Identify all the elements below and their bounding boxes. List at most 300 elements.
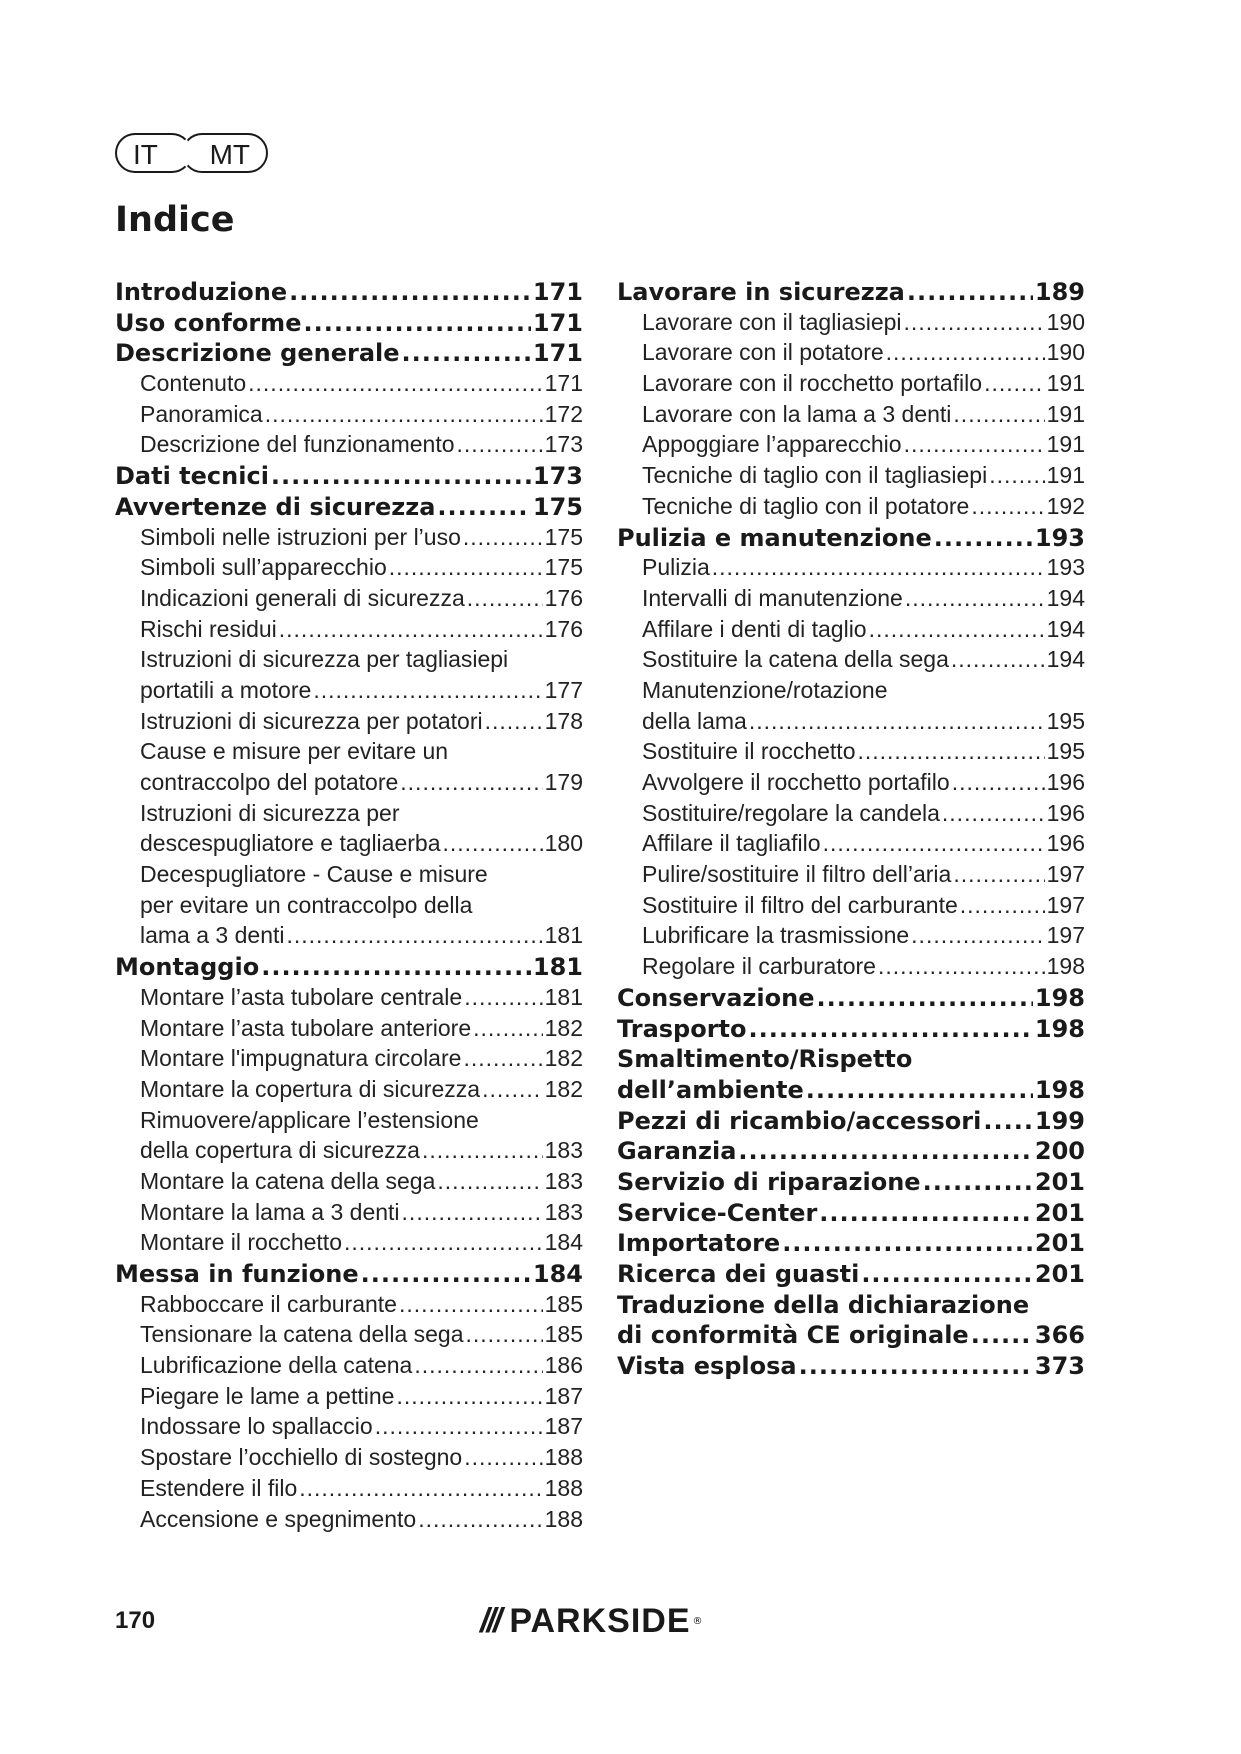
toc-entry-page: 193	[1046, 554, 1085, 581]
dot-leader	[819, 1199, 1033, 1227]
toc-section-entry[interactable]	[115, 339, 583, 370]
toc-entry-page: 186	[544, 1352, 583, 1379]
toc-entry-label: Appoggiare l’apparecchio	[642, 431, 902, 458]
dot-leader	[712, 554, 1045, 581]
dot-leader	[934, 524, 1033, 552]
dot-leader	[463, 1045, 542, 1072]
toc-entry-page: 201	[1034, 1260, 1085, 1288]
toc-subsection-entry[interactable]	[617, 769, 1085, 800]
dot-leader	[402, 1199, 543, 1226]
toc-subsection-entry[interactable]	[115, 1291, 583, 1322]
toc-subsection-entry[interactable]	[115, 1168, 583, 1199]
toc-subsection-entry[interactable]	[115, 922, 583, 953]
toc-entry-label: Lavorare con la lama a 3 denti	[642, 400, 952, 427]
dot-leader	[942, 800, 1045, 827]
toc-entry-label: Montare la lama a 3 denti	[140, 1198, 400, 1225]
toc-entry-page: 175	[532, 492, 583, 521]
toc-subsection-entry[interactable]	[115, 616, 583, 647]
toc-subsection-entry[interactable]	[115, 1076, 583, 1107]
toc-entry-page: 188	[544, 1505, 583, 1532]
toc-entry-page: 172	[544, 400, 583, 427]
toc-section-entry[interactable]	[617, 1260, 1085, 1291]
toc-entry-label: Uso conforme	[115, 308, 302, 337]
toc-entry-label: Lavorare in sicurezza	[617, 278, 905, 306]
toc-subsection-entry[interactable]	[115, 738, 583, 769]
toc-section-entry[interactable]	[617, 1291, 1085, 1322]
toc-entry-page: 196	[1046, 830, 1085, 857]
toc-entry-page: 171	[532, 308, 583, 337]
dot-leader	[463, 524, 543, 551]
toc-section-entry[interactable]	[617, 1352, 1085, 1383]
toc-subsection-entry[interactable]	[115, 1229, 583, 1260]
dot-leader	[953, 861, 1044, 888]
dot-leader	[989, 462, 1044, 489]
dot-leader	[396, 1383, 542, 1410]
dot-leader	[971, 493, 1044, 520]
toc-entry-page: 183	[544, 1137, 583, 1164]
dot-leader	[361, 1260, 531, 1288]
toc-entry-page: 182	[544, 1075, 583, 1102]
toc-entry-label: Messa in funzione	[115, 1260, 359, 1288]
toc-entry-label: Spostare l’occhiello di sostegno	[140, 1444, 463, 1471]
toc-entry-page: 187	[544, 1413, 583, 1440]
toc-entry-label: Lavorare con il rocchetto portafilo	[642, 370, 983, 397]
toc-section-entry[interactable]	[617, 1107, 1085, 1138]
toc-entry-page: 181	[532, 953, 583, 982]
toc-entry-page: 189	[1034, 278, 1085, 306]
toc-entry-page: 196	[1046, 799, 1085, 826]
toc-subsection-entry[interactable]	[617, 892, 1085, 923]
toc-entry-label: Rischi residui	[140, 615, 277, 642]
toc-section-entry[interactable]	[115, 953, 583, 984]
toc-entry-label: Panoramica	[140, 400, 263, 427]
toc-entry-label: Pezzi di ricambio/accessori	[617, 1106, 982, 1135]
toc-entry-label: Intervalli di manutenzione	[642, 584, 903, 611]
toc-subsection-entry[interactable]	[115, 1107, 583, 1138]
toc-section-entry[interactable]	[115, 462, 583, 493]
toc-entry-page: 201	[1034, 1229, 1085, 1258]
toc-section-entry[interactable]	[617, 1076, 1085, 1107]
toc-subsection-entry[interactable]	[115, 861, 583, 892]
toc-entry-label: Importatore	[617, 1229, 781, 1258]
toc-entry-page: 173	[532, 462, 583, 491]
toc-subsection-entry[interactable]	[115, 1352, 583, 1383]
toc-entry-label: Montare l’asta tubolare centrale	[140, 983, 463, 1010]
toc-entry-page: 187	[544, 1382, 583, 1409]
toc-entry-page: 171	[544, 370, 583, 397]
toc-entry-label: Pulizia e manutenzione	[617, 523, 932, 552]
toc-subsection-entry[interactable]	[617, 861, 1085, 892]
toc-entry-page: 197	[1046, 861, 1085, 888]
toc-entry-label: Pulire/sostituire il filtro dell’aria	[642, 861, 952, 888]
toc-subsection-entry[interactable]	[115, 984, 583, 1015]
toc-entry-label: dell’ambiente	[617, 1075, 804, 1104]
toc-entry-page: 194	[1046, 584, 1085, 611]
dot-leader	[960, 892, 1045, 919]
toc-entry-label: Rimuovere/applicare l’estensione	[140, 1106, 479, 1133]
toc-subsection-entry[interactable]	[115, 554, 583, 585]
dot-leader	[414, 1352, 542, 1379]
dot-leader	[437, 493, 531, 521]
dot-leader	[482, 1076, 543, 1103]
toc-entry-page: 191	[1046, 462, 1085, 489]
toc-entry-page: 197	[1046, 922, 1085, 949]
language-badge-it: IT	[115, 133, 192, 173]
toc-entry-label: Estendere il filo	[140, 1474, 298, 1501]
dot-leader	[904, 309, 1045, 336]
toc-section-entry[interactable]	[617, 1168, 1085, 1199]
toc-subsection-entry[interactable]	[115, 431, 583, 462]
toc-entry-page: 190	[1046, 308, 1085, 335]
toc-entry-page: 184	[532, 1260, 583, 1288]
dot-leader	[466, 1321, 543, 1348]
toc-section-entry[interactable]	[617, 1015, 1085, 1046]
toc-entry-label: della copertura di sicurezza	[140, 1137, 420, 1164]
toc-entry-label: della lama	[642, 707, 747, 734]
toc-entry-label: Lubrificazione della catena	[140, 1352, 413, 1379]
dot-leader	[857, 738, 1044, 765]
dot-leader	[422, 1137, 543, 1164]
toc-entry-page: 373	[1034, 1352, 1085, 1381]
toc-entry-label: per evitare un contraccolpo della	[140, 891, 473, 918]
registered-mark: ®	[692, 1616, 703, 1627]
toc-entry-page: 200	[1034, 1137, 1085, 1166]
toc-column-left	[115, 278, 583, 1536]
toc-section-entry[interactable]	[617, 1137, 1085, 1168]
dot-leader	[464, 984, 542, 1011]
dot-leader	[983, 1107, 1033, 1135]
toc-entry-page: 183	[544, 1198, 583, 1225]
toc-entry-label: Indossare lo spallaccio	[140, 1413, 373, 1440]
dot-leader	[467, 585, 543, 612]
dot-leader	[905, 585, 1045, 612]
toc-subsection-entry[interactable]	[617, 646, 1085, 677]
toc-entry-label: contraccolpo del potatore	[140, 769, 399, 795]
toc-entry-label: Rabboccare il carburante	[140, 1290, 397, 1317]
toc-entry-label: Indicazioni generali di sicurezza	[140, 584, 465, 611]
toc-entry-page: 196	[1046, 769, 1085, 795]
toc-entry-page: 198	[1034, 1014, 1085, 1043]
toc-entry-label: Simboli nelle istruzioni per l’uso	[140, 523, 461, 550]
dot-leader	[907, 278, 1033, 306]
toc-subsection-entry[interactable]	[617, 616, 1085, 647]
toc-subsection-entry[interactable]	[115, 1137, 583, 1168]
toc-subsection-entry[interactable]	[115, 769, 583, 800]
toc-entry-page: 188	[544, 1474, 583, 1501]
dot-leader	[951, 646, 1045, 673]
toc-entry-label: lama a 3 denti	[140, 922, 285, 949]
toc-subsection-entry[interactable]	[617, 370, 1085, 401]
dot-leader	[299, 1475, 542, 1502]
toc-entry-label: Sostituire il filtro del carburante	[642, 891, 958, 918]
toc-subsection-entry[interactable]	[115, 708, 583, 739]
toc-subsection-entry[interactable]	[115, 830, 583, 861]
toc-entry-label: Affilare il tagliafilo	[642, 830, 821, 857]
toc-entry-label: Sostituire la catena della sega	[642, 646, 949, 673]
dot-leader	[971, 1321, 1033, 1349]
toc-section-entry[interactable]	[617, 1229, 1085, 1260]
dot-leader	[279, 616, 543, 643]
toc-entry-label: Avvertenze di sicurezza	[115, 492, 436, 521]
dot-leader	[402, 339, 531, 367]
toc-entry-page: 197	[1046, 891, 1085, 918]
toc-entry-page: 178	[544, 707, 583, 734]
toc-entry-page: 192	[1046, 492, 1085, 519]
toc-subsection-entry[interactable]	[115, 585, 583, 616]
toc-section-entry[interactable]	[115, 309, 583, 340]
dot-leader	[485, 708, 543, 735]
toc-section-entry[interactable]	[617, 1199, 1085, 1230]
dot-leader	[738, 1137, 1032, 1165]
toc-entry-page: 182	[544, 1014, 583, 1041]
toc-subsection-entry[interactable]	[115, 892, 583, 923]
toc-entry-label: Affilare i denti di taglio	[642, 615, 867, 642]
toc-entry-label: Montare la catena della sega	[140, 1167, 436, 1194]
dot-leader	[749, 1015, 1033, 1043]
toc-section-entry[interactable]	[617, 984, 1085, 1015]
toc-section-entry[interactable]	[617, 1321, 1085, 1352]
toc-entry-page: 181	[544, 983, 583, 1010]
toc-entry-page: 193	[1034, 523, 1085, 552]
toc-entry-page: 199	[1034, 1106, 1085, 1135]
toc-section-entry[interactable]	[115, 1260, 583, 1291]
toc-section-entry[interactable]	[617, 524, 1085, 555]
toc-section-entry[interactable]	[115, 278, 583, 309]
toc-subsection-entry[interactable]	[617, 738, 1085, 769]
toc-subsection-entry[interactable]	[115, 677, 583, 708]
toc-subsection-entry[interactable]	[115, 370, 583, 401]
toc-subsection-entry[interactable]	[115, 1413, 583, 1444]
toc-entry-label: Montaggio	[115, 953, 260, 982]
toc-entry-label: Avvolgere il rocchetto portafilo	[642, 769, 950, 795]
toc-entry-label: Montare la copertura di sicurezza	[140, 1075, 481, 1102]
toc-entry-page: 201	[1034, 1198, 1085, 1227]
toc-entry-label: Montare l'impugnatura circolare	[140, 1045, 462, 1072]
toc-section-entry[interactable]	[617, 1045, 1085, 1076]
page-title: Indice	[115, 200, 235, 240]
toc-entry-label: Pulizia	[642, 554, 710, 581]
toc-section-entry[interactable]	[115, 493, 583, 524]
toc-entry-page: 171	[532, 339, 583, 368]
toc-subsection-entry[interactable]	[115, 1444, 583, 1475]
toc-subsection-entry[interactable]	[617, 431, 1085, 462]
toc-entry-label: Montare l’asta tubolare anteriore	[140, 1014, 472, 1041]
toc-subsection-entry[interactable]	[115, 1321, 583, 1352]
dot-leader	[984, 370, 1045, 397]
toc-entry-label: Piegare le lame a pettine	[140, 1382, 395, 1409]
toc-subsection-entry[interactable]	[617, 585, 1085, 616]
toc-subsection-entry[interactable]	[617, 401, 1085, 432]
toc-subsection-entry[interactable]	[115, 1045, 583, 1076]
toc-entry-label: Istruzioni di sicurezza per	[140, 799, 400, 826]
toc-subsection-entry[interactable]	[617, 708, 1085, 739]
dot-leader	[473, 1015, 542, 1042]
toc-entry-label: Conservazione	[617, 983, 815, 1012]
dot-leader	[878, 953, 1045, 980]
dot-leader	[911, 922, 1044, 949]
toc-entry-label: descespugliatore e tagliaerba	[140, 830, 441, 857]
toc-entry-label: Dati tecnici	[115, 462, 269, 491]
toc-entry-page: 198	[1034, 1075, 1085, 1104]
toc-entry-page: 198	[1046, 953, 1085, 980]
toc-entry-label: Smaltimento/Rispetto	[617, 1045, 913, 1074]
dot-leader	[313, 677, 542, 704]
dot-leader	[904, 431, 1045, 458]
toc-subsection-entry[interactable]	[115, 800, 583, 831]
toc-entry-label: Tecniche di taglio con il potatore	[642, 492, 970, 519]
toc-entry-label: Istruzioni di sicurezza per tagliasiepi	[140, 646, 509, 673]
toc-subsection-entry[interactable]	[617, 800, 1085, 831]
toc-subsection-entry[interactable]	[617, 830, 1085, 861]
toc-entry-page: 198	[1034, 983, 1085, 1012]
toc-entry-page: 195	[1046, 738, 1085, 765]
toc-entry-page: 185	[544, 1321, 583, 1348]
toc-entry-page: 191	[1046, 400, 1085, 427]
toc-entry-page: 201	[1034, 1167, 1085, 1196]
brand-mark-icon: ///	[480, 1602, 500, 1640]
toc-entry-label: Lubrificare la trasmissione	[642, 922, 910, 949]
toc-entry-page: 176	[544, 615, 583, 642]
toc-entry-label: Introduzione	[115, 278, 288, 306]
dot-leader	[344, 1229, 543, 1256]
dot-leader	[464, 1444, 542, 1471]
toc-entry-page: 182	[544, 1045, 583, 1072]
toc-entry-label: Descrizione generale	[115, 339, 400, 368]
dot-leader	[399, 1291, 543, 1318]
toc-entry-page: 183	[544, 1167, 583, 1194]
brand-logo	[480, 1602, 703, 1641]
toc-entry-page: 184	[544, 1229, 583, 1256]
page-number: 170	[115, 1607, 156, 1634]
toc-entry-page: 181	[544, 922, 583, 949]
toc-entry-page: 177	[544, 676, 583, 703]
toc-entry-label: Servizio di riparazione	[617, 1167, 921, 1196]
toc-subsection-entry[interactable]	[617, 953, 1085, 984]
toc-subsection-entry[interactable]	[617, 922, 1085, 953]
dot-leader	[806, 1076, 1033, 1104]
toc-entry-page: 175	[544, 523, 583, 550]
dot-leader	[823, 830, 1045, 857]
toc-subsection-entry[interactable]	[115, 1506, 583, 1537]
toc-entry-label: Lavorare con il potatore	[642, 339, 884, 366]
toc-entry-page: 188	[544, 1444, 583, 1471]
toc-entry-label: Cause e misure per evitare un	[140, 738, 449, 765]
toc-column-right	[617, 278, 1085, 1383]
toc-entry-label: Trasporto	[617, 1014, 747, 1043]
toc-entry-label: Tecniche di taglio con il tagliasiepi	[642, 462, 988, 489]
dot-leader	[886, 339, 1045, 366]
toc-entry-page: 179	[544, 769, 583, 795]
toc-entry-label: Tensionare la catena della sega	[140, 1321, 464, 1348]
toc-subsection-entry[interactable]	[617, 677, 1085, 708]
toc-entry-label: Montare il rocchetto	[140, 1229, 342, 1256]
toc-entry-page: 180	[544, 830, 583, 857]
toc-subsection-entry[interactable]	[617, 339, 1085, 370]
dot-leader	[271, 462, 531, 490]
toc-entry-page: 175	[544, 554, 583, 581]
toc-entry-page: 194	[1046, 646, 1085, 673]
toc-entry-page: 176	[544, 584, 583, 611]
language-badge-mt: MT	[182, 133, 268, 173]
toc-entry-label: Manutenzione/rotazione	[642, 676, 888, 703]
toc-subsection-entry[interactable]	[617, 462, 1085, 493]
dot-leader	[861, 1260, 1033, 1288]
toc-entry-label: Descrizione del funzionamento	[140, 431, 455, 458]
toc-entry-page: 195	[1046, 707, 1085, 734]
dot-leader	[799, 1352, 1033, 1380]
toc-entry-label: Accensione e spegnimento	[140, 1505, 417, 1532]
toc-entry-label: Lavorare con il tagliasiepi	[642, 308, 902, 335]
toc-entry-page: 194	[1046, 615, 1085, 642]
toc-entry-page: 185	[544, 1290, 583, 1317]
toc-subsection-entry[interactable]	[115, 1475, 583, 1506]
toc-entry-label: Simboli sull’apparecchio	[140, 554, 387, 581]
toc-subsection-entry[interactable]	[115, 1383, 583, 1414]
toc-entry-label: di conformità CE originale	[617, 1321, 969, 1350]
dot-leader	[437, 1168, 542, 1195]
toc-subsection-entry[interactable]	[115, 401, 583, 432]
toc-entry-label: portatili a motore	[140, 676, 312, 703]
toc-entry-label: Garanzia	[617, 1137, 737, 1166]
toc-entry-label: Traduzione della dichiarazione	[617, 1290, 1030, 1319]
dot-leader	[749, 708, 1045, 735]
toc-subsection-entry[interactable]	[617, 554, 1085, 585]
toc-entry-label: Ricerca dei guasti	[617, 1260, 860, 1288]
toc-entry-page: 191	[1046, 431, 1085, 458]
dot-leader	[289, 278, 531, 306]
toc-entry-label: Sostituire il rocchetto	[642, 738, 856, 765]
dot-leader	[261, 953, 531, 981]
toc-entry-page: 173	[544, 431, 583, 458]
dot-leader	[816, 984, 1032, 1012]
toc-entry-label: Decespugliatore - Cause e misure	[140, 861, 488, 888]
toc-subsection-entry[interactable]	[115, 1199, 583, 1230]
dot-leader	[286, 922, 542, 949]
dot-leader	[457, 431, 543, 458]
toc-entry-page: 191	[1046, 370, 1085, 397]
dot-leader	[869, 616, 1045, 643]
dot-leader	[303, 309, 530, 337]
toc-entry-label: Istruzioni di sicurezza per potatori	[140, 707, 483, 734]
toc-subsection-entry[interactable]	[617, 493, 1085, 524]
dot-leader	[953, 401, 1044, 428]
toc-entry-page: 171	[532, 278, 583, 306]
brand-name: PARKSIDE	[509, 1602, 691, 1640]
toc-subsection-entry[interactable]	[115, 1015, 583, 1046]
toc-entry-label: Vista esplosa	[617, 1352, 797, 1381]
toc-entry-label: Regolare il carburatore	[642, 953, 876, 980]
toc-entry-label: Contenuto	[140, 370, 247, 397]
dot-leader	[265, 401, 543, 428]
toc-subsection-entry[interactable]	[115, 524, 583, 555]
toc-section-entry[interactable]	[617, 278, 1085, 309]
dot-leader	[782, 1229, 1033, 1257]
toc-subsection-entry[interactable]	[617, 309, 1085, 340]
toc-entry-label: Sostituire/regolare la candela	[642, 799, 940, 826]
dot-leader	[418, 1506, 542, 1533]
toc-subsection-entry[interactable]	[115, 646, 583, 677]
dot-leader	[952, 769, 1045, 796]
toc-entry-page: 190	[1046, 339, 1085, 366]
dot-leader	[248, 370, 542, 397]
dot-leader	[389, 554, 543, 581]
dot-leader	[442, 830, 542, 857]
toc-entry-page: 366	[1034, 1321, 1085, 1350]
toc-entry-label: Service-Center	[617, 1198, 818, 1227]
dot-leader	[923, 1168, 1033, 1196]
dot-leader	[375, 1413, 543, 1440]
dot-leader	[400, 769, 542, 796]
